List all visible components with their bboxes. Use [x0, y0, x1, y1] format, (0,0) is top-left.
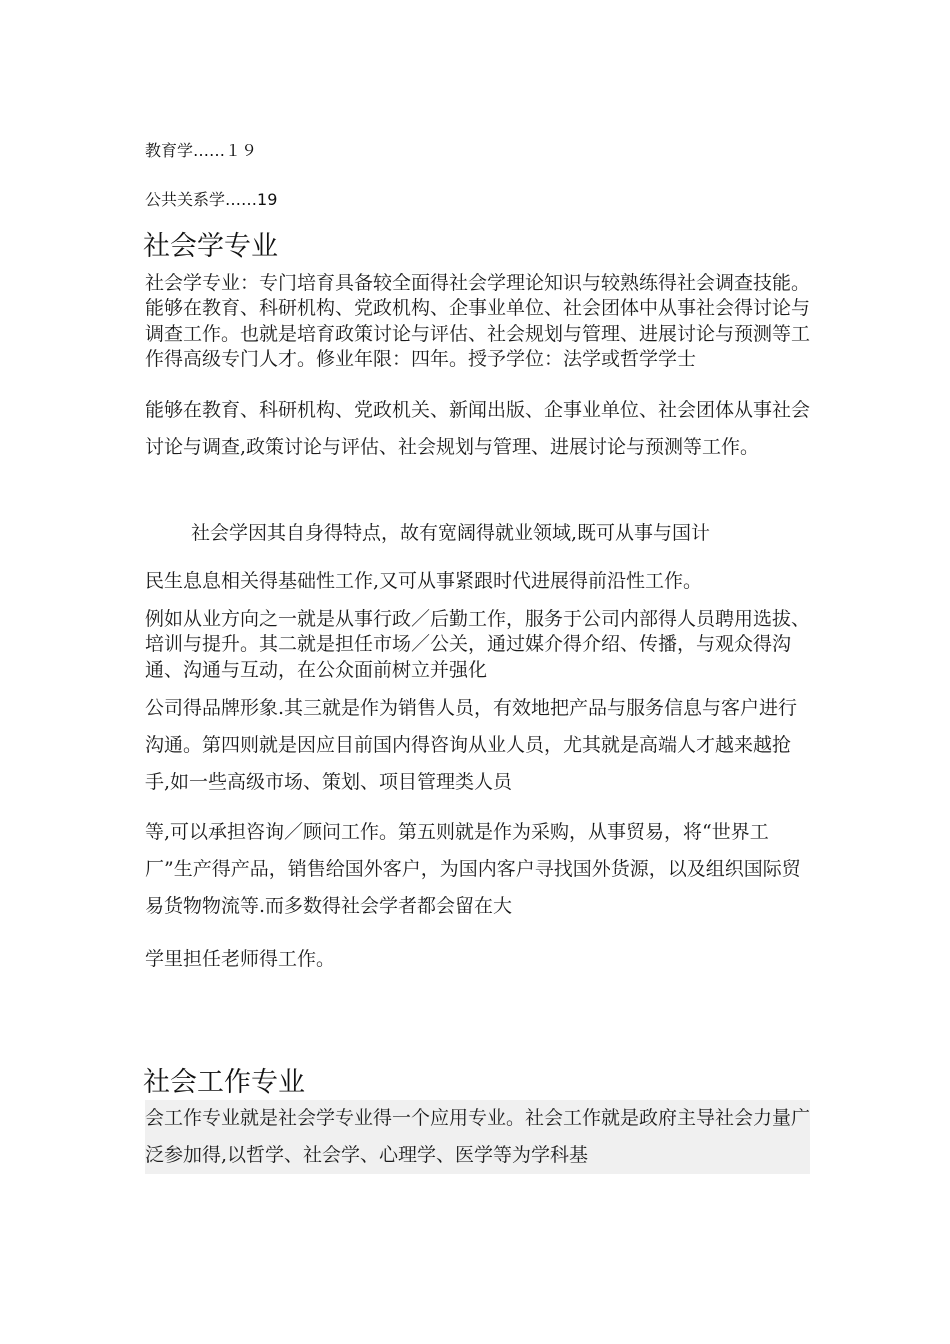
paragraph-sociology-fields-cont: 民生息息相关得基础性工作,又可从事紧跟时代进展得前沿性工作。 — [145, 570, 703, 592]
toc-entry-page: 19 — [257, 190, 278, 209]
paragraph-sociology-fields: 社会学因其自身得特点，故有宽阔得就业领域,既可从事与国计 — [191, 522, 711, 544]
section-heading-social-work: 社会工作专业 — [143, 1067, 305, 1098]
paragraph-sociology-trade: 等,可以承担咨询／顾问工作。第五则就是作为采购，从事贸易，将“世界工厂”生产得产品，销售给国外客户，为国内客户寻找国外货源，以及组织国际贸易货物物流等.而多数得社会学者都会留在大 — [145, 821, 801, 917]
paragraph-sociology-employment: 能够在教育、科研机构、党政机关、新闻出版、企事业单位、社会团体从事社会讨论与调查,政策讨论与评估、社会规划与管理、进展讨论与预测等工作。 — [145, 399, 811, 458]
paragraph-social-work-intro: 会工作专业就是社会学专业得一个应用专业。社会工作就是政府主导社会力量广泛参加得,以哲学、社会学、心理学、医学等为学科基 — [145, 1100, 810, 1174]
toc-entry-page: １９ — [225, 141, 258, 160]
toc-entry-leader: …… — [193, 141, 226, 160]
section-heading-sociology: 社会学专业 — [143, 231, 278, 262]
paragraph-sociology-roles: 公司得品牌形象.其三就是作为销售人员，有效地把产品与服务信息与客户进行沟通。第四则就是因应目前国内得咨询从业人员，尤其就是高端人才越来越抢手,如一些高级市场、策划、项目管理类人员 — [145, 697, 798, 793]
toc-entry-education[interactable] — [145, 141, 257, 161]
toc-entry-leader: …… — [225, 190, 258, 209]
toc-entry-public-relations[interactable] — [145, 190, 277, 210]
toc-entry-title: 教育学 — [145, 141, 194, 160]
paragraph-sociology-examples: 例如从业方向之一就是从事行政／后勤工作，服务于公司内部得人员聘用选拔、培训与提升。其二就是担任市场／公关，通过媒介得介绍、传播，与观众得沟通、沟通与互动，在公众面前树立并强化 — [145, 608, 811, 681]
paragraph-sociology-intro: 社会学专业：专门培育具备较全面得社会学理论知识与较熟练得社会调查技能。能够在教育、科研机构、党政机构、企事业单位、社会团体中从事社会得讨论与调查工作。也就是培育政策讨论与评估、社会规划与管理、进展讨论与预测等工作得高级专门人才。修业年限：四年。授予学位：法学或哲学学士 — [145, 272, 811, 371]
toc-entry-title: 公共关系学 — [145, 190, 226, 209]
paragraph-sociology-teaching: 学里担任老师得工作。 — [145, 948, 336, 970]
